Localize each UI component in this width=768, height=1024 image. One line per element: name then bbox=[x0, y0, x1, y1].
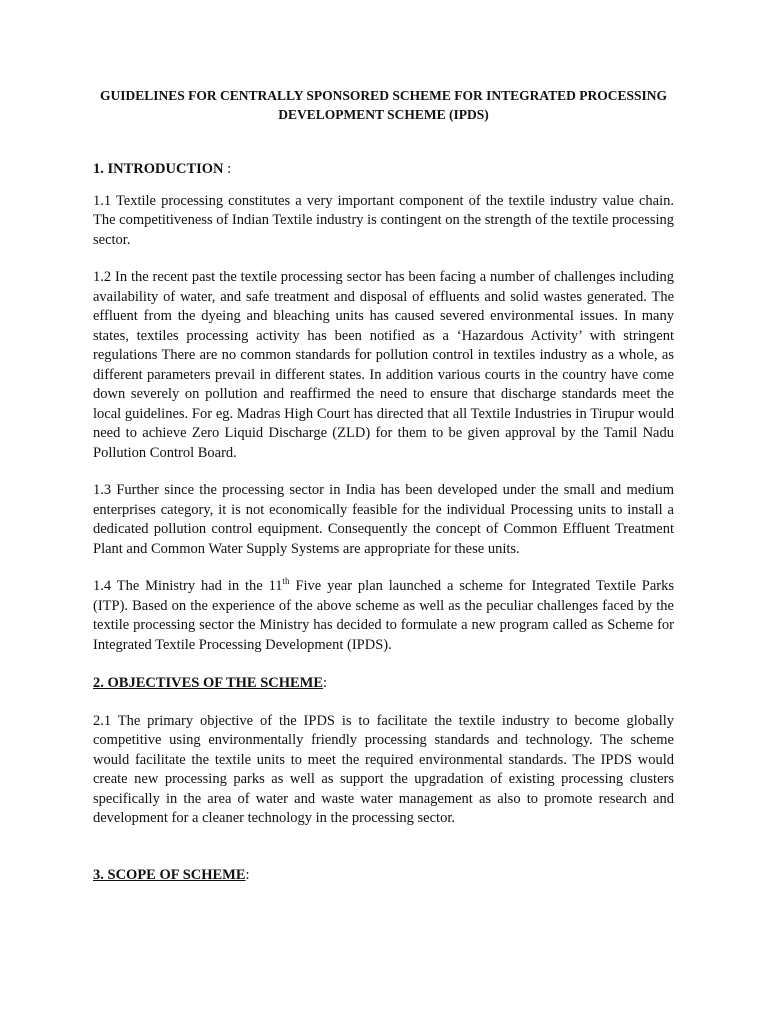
heading-label: 1. INTRODUCTION bbox=[93, 161, 224, 177]
section-heading-introduction bbox=[93, 160, 674, 180]
paragraph-1-2: 1.2 In the recent past the textile processing sector has been facing a number of challenges including availability of water, and safe treatment and disposal of effluents and solid wastes generated. The effluent from the dyeing and bleaching units has caused severed environmental issues. In many states, textiles processing activity has been notified as a ‘Hazardous Activity’ with stringent regulations There are no common standards for pollution control in textiles industry as a whole, as different parameters prevail in different states. In addition various courts in the country have come down severely on pollution and reaffirmed the need to ensure that discharge standards meet the local guidelines. For eg. Madras High Court has directed that all Textile Industries in Tirupur would need to achieve Zero Liquid Discharge (ZLD) for them to be given approval by the Tamil Nadu Pollution Control Board. bbox=[93, 269, 674, 461]
paragraph-1-1: 1.1 Textile processing constitutes a very important component of the textile industry value chain. The competitiveness of Indian Textile industry is contingent on the strength of the textile processing sector. bbox=[93, 192, 675, 248]
document-body bbox=[93, 86, 674, 885]
paragraph-1-4 bbox=[93, 577, 674, 655]
section-heading-scope bbox=[93, 866, 674, 886]
paragraph-1-3: 1.3 Further since the processing sector in India has been developed under the small and medium enterprises category, it is not economically feasible for the individual Processing units to install a dedicated pollution control equipment. Consequently the concept of Common Effluent Treatment Plant and Common Water Supply Systems are appropriate for these units. bbox=[93, 482, 674, 557]
paragraph-1-4-start: 1.4 The Ministry had in the 11 bbox=[93, 578, 283, 594]
document-title: GUIDELINES FOR CENTRALLY SPONSORED SCHEME FOR INTEGRATED PROCESSING DEVELOPMENT SCHEME (IPDS) bbox=[100, 88, 667, 122]
section-heading-objectives bbox=[93, 674, 674, 694]
heading-label: 3. SCOPE OF SCHEME bbox=[93, 866, 246, 883]
paragraph-1-4-rest: Five year plan launched a scheme for Integrated Textile Parks (ITP). Based on the experience of the above scheme as well as the peculiar challenges faced by the textile processing sector the Ministry has decided to formulate a new program called as Scheme for Integrated Textile Processing Development (IPDS). bbox=[93, 578, 675, 653]
heading-suffix: : bbox=[323, 675, 328, 691]
heading-label: 2. OBJECTIVES OF THE SCHEME bbox=[93, 675, 324, 691]
paragraph-2-1: 2.1 The primary objective of the IPDS is to facilitate the textile industry to become globally competitive using environmentally friendly processing standards and technology. The scheme would facilitate the textile units to meet the required environmental standards. The IPDS would create new processing parks as well as support the upgradation of existing processing clusters specifically in the area of water and waste water management as also to promote research and development for a cleaner technology in the processing sector. bbox=[93, 712, 674, 826]
ordinal-superscript: th bbox=[282, 576, 290, 587]
heading-suffix: : bbox=[245, 866, 250, 883]
heading-suffix: : bbox=[223, 161, 232, 177]
